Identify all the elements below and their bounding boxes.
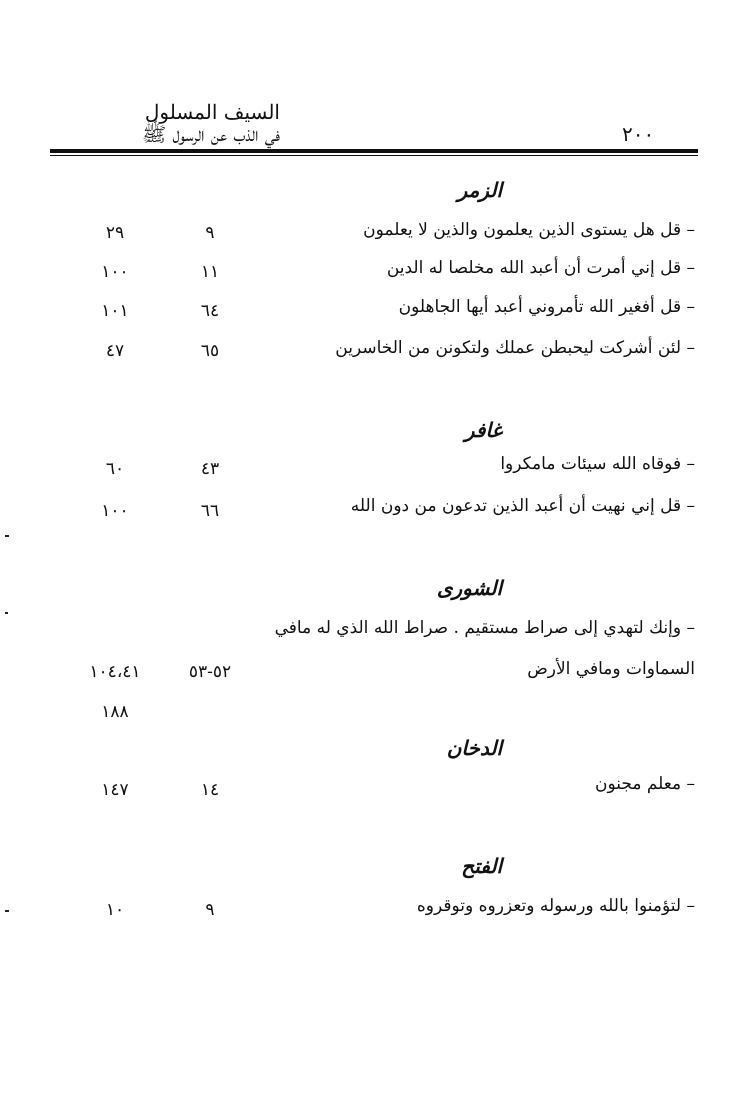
- page-reference-continuation: ١٨٨: [101, 702, 129, 722]
- page-reference: ١٠٤،٤١: [89, 662, 141, 682]
- page-reference: ٦٠: [105, 459, 125, 479]
- page-reference: ٤٧: [105, 341, 125, 361]
- page-reference: ١٠: [105, 900, 125, 920]
- surah-heading-dukhan: الدخان: [446, 736, 502, 760]
- verse-text: – لئن أشركت ليحبطن عملك ولتكونن من الخاسرين: [335, 338, 695, 358]
- page-reference: ١٤٧: [101, 780, 129, 800]
- verse-text: – قل هل يستوى الذين يعلمون والذين لا يعلمون: [363, 220, 695, 240]
- page-reference: ٢٩: [105, 223, 125, 243]
- ayah-number: ٩: [205, 223, 215, 243]
- scan-mark: [5, 910, 9, 912]
- page-number: ٢٠٠: [622, 122, 655, 146]
- scan-mark: [5, 612, 8, 614]
- verse-text: – قل إني أمرت أن أعبد الله مخلصا له الدين: [386, 258, 695, 278]
- verse-text: – فوقاه الله سيئات مامكروا: [500, 454, 695, 474]
- surah-heading-zumar: الزمر: [457, 178, 502, 202]
- surah-heading-ghafir: غافر: [464, 418, 502, 442]
- page-reference: ١٠١: [101, 301, 129, 321]
- ayah-number: ٩: [205, 900, 215, 920]
- verse-text: – قل أفغير الله تأمروني أعبد أيها الجاهلون: [398, 297, 695, 317]
- scan-mark: [5, 535, 9, 537]
- verse-text: – معلم مجنون: [594, 774, 695, 794]
- ayah-number: ٦٦: [200, 501, 220, 521]
- verse-text: – قل إني نهيت أن أعبد الذين تدعون من دون الله: [350, 496, 695, 516]
- ayah-number: ١١: [200, 262, 220, 282]
- header-rule-thin: [50, 155, 698, 156]
- page-reference: ١٠٠: [101, 262, 129, 282]
- verse-text: – وإنك لتهدي إلى صراط مستقيم . صراط الله الذي له مافي: [274, 618, 695, 638]
- verse-text-continuation: السماوات ومافي الأرض: [527, 659, 695, 679]
- ayah-number: ٦٤: [200, 301, 220, 321]
- ayah-number: ٤٣: [200, 459, 220, 479]
- surah-heading-shura: الشورى: [436, 576, 502, 600]
- surah-heading-fath: الفتح: [461, 854, 502, 878]
- ayah-number: ٦٥: [200, 341, 220, 361]
- running-header-subtitle: في الذب عن الرسول ﷺ: [142, 122, 280, 146]
- ayah-number: ٥٢-٥٣: [188, 662, 232, 682]
- header-rule-thick: [50, 149, 698, 153]
- running-header-title: السيف المسلول: [144, 100, 280, 124]
- ayah-number: ١٤: [200, 780, 220, 800]
- verse-text: – لتؤمنوا بالله ورسوله وتعزروه وتوقروه: [416, 896, 695, 916]
- page-reference: ١٠٠: [101, 501, 129, 521]
